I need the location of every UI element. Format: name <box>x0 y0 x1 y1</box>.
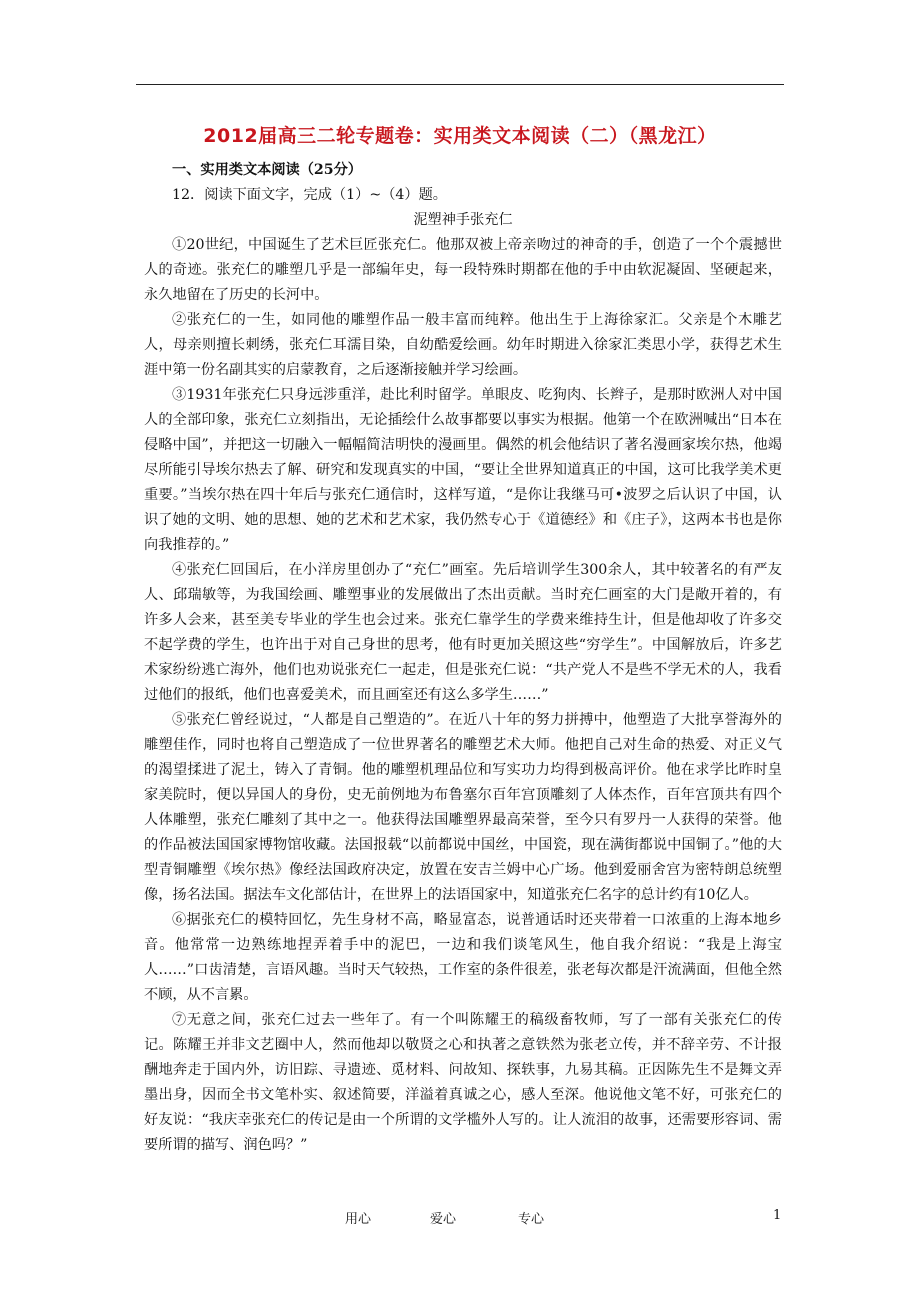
article-title: 泥塑神手张充仁 <box>413 212 513 228</box>
paragraph-7: ⑦无意之间，张充仁过去一些年了。有一个叫陈耀王的稿级畜牧师，写了一部有关张充仁的传记。陈耀王并非文艺圈中人，然而他却以敬贤之心和执著之意铁然为张老立传，并不辞辛劳、不计报酬地奔走于国内外，访旧踪、寻遗迹、觅材料、问故知、探轶事，九易其稿。正因陈先生不是舞文弄墨出身，因而全书文笔朴实、叙述简要，洋溢着真诚之心，感人至深。他说他文笔不好，可张充仁的好友说：“我庆幸张充仁的传记是由一个所谓的文学槛外人写的。让人流泪的故事，还需要形容词、需要所谓的描写、润色吗？” <box>144 1012 782 1153</box>
page-title: 2012届高三二轮专题卷：实用类文本阅读（二）（黑龙江） <box>203 125 717 147</box>
footer-item: 专心 <box>518 1212 545 1227</box>
section-heading: 一、实用类文本阅读（25分） <box>172 162 362 178</box>
footer-item: 用心 <box>345 1212 372 1227</box>
footer-item: 爱心 <box>430 1212 457 1227</box>
paragraph-2: ②张充仁的一生，如同他的雕塑作品一般丰富而纯粹。他出生于上海徐家汇。父亲是个木雕艺人，母亲则擅长刺绣，张充仁耳濡目染，自幼酷爱绘画。幼年时期进入徐家汇类思小学，获得艺术生涯中第一份名副其实的启蒙教育，之后逐渐接触并学习绘画。 <box>144 312 782 378</box>
page-number: 1 <box>773 1208 782 1223</box>
page-footer <box>0 1208 920 1228</box>
document-body <box>144 158 782 1158</box>
paragraph-6: ⑥据张充仁的模特回忆，先生身材不高，略显富态，说普通话时还夹带着一口浓重的上海本地乡音。他常常一边熟练地捏弄着手中的泥巴，一边和我们谈笔风生，他自我介绍说：“我是上海宝人……”口齿清楚，言语风趣。当时天气较热，工作室的条件很差，张老每次都是汗流满面，但他全然不顾，从不言累。 <box>144 912 782 1003</box>
question-prompt: 12．阅读下面文字，完成（1）~（4）题。 <box>172 187 447 203</box>
paragraph-1: ①20世纪，中国诞生了艺术巨匠张充仁。他那双被上帝亲吻过的神奇的手，创造了一个个震撼世人的奇迹。张充仁的雕塑几乎是一部编年史，每一段特殊时期都在他的手中由软泥凝固、坚硬起来，永久地留在了历史的长河中。 <box>144 237 782 303</box>
paragraph-5: ⑤张充仁曾经说过，“人都是自己塑造的”。在近八十年的努力拼搏中，他塑造了大批享誉海外的雕塑佳作，同时也将自己塑造成了一位世界著名的雕塑艺术大师。他把自己对生命的热爱、对正义气的渴望揉进了泥土，铸入了青铜。他的雕塑机理品位和写实功力均得到极高评价。他在求学比昨时皇家美院时，便以异国人的身份，史无前例地为布鲁塞尔百年宫顶雕刻了人体杰作，百年宫顶共有四个人体雕塑，张充仁雕刻了其中之一。他获得法国雕塑界最高荣誉，至今只有罗丹一人获得的荣誉。他的作品被法国国家博物馆收藏。法国报载“以前都说中国丝，中国瓷，现在满街都说中国铜了。”他的大型青铜雕塑《埃尔热》像经法国政府决定，放置在安吉兰姆中心广场。他到爱丽舍宫为密特朗总统塑像，扬名法国。据法车文化部估计，在世界上的法语国家中，知道张充仁名字的总计约有10亿人。 <box>144 712 782 903</box>
header-rule <box>136 84 784 85</box>
paragraph-4: ④张充仁回国后，在小洋房里创办了“充仁”画室。先后培训学生300余人，其中较著名的有严友人、邱瑞敏等，为我国绘画、雕塑事业的发展做出了杰出贡献。当时充仁画室的大门是敞开着的，有许多人会来，甚至美专毕业的学生也会过来。张充仁靠学生的学费来维持生计，但是他却收了许多交不起学费的学生，也许出于对自己身世的思考，他有时更加关照这些“穷学生”。中国解放后，许多艺术家纷纷逃亡海外，他们也劝说张充仁一起走，但是张充仁说：“共产党人不是些不学无术的人，我看过他们的报纸，他们也喜爱美术，而且画室还有这么多学生……” <box>144 562 782 703</box>
paragraph-3: ③1931年张充仁只身远涉重洋，赴比利时留学。单眼皮、吃狗肉、长辫子，是那时欧洲人对中国人的全部印象，张充仁立刻指出，无论插绘什么故事都要以事实为根据。他第一个在欧洲喊出“日本在侵略中国”，并把这一切融入一幅幅简洁明快的漫画里。偶然的机会他结识了著名漫画家埃尔热，他竭尽所能引导埃尔热去了解、研究和发现真实的中国，“要让全世界知道真正的中国，这可比我学美术更重要。”当埃尔热在四十年后与张充仁通信时，这样写道，“是你让我继马可•波罗之后认识了中国，认识了她的文明、她的思想、她的艺术和艺术家，我仍然专心于《道德经》和《庄子》，这两本书也是你向我推荐的。” <box>144 387 782 553</box>
